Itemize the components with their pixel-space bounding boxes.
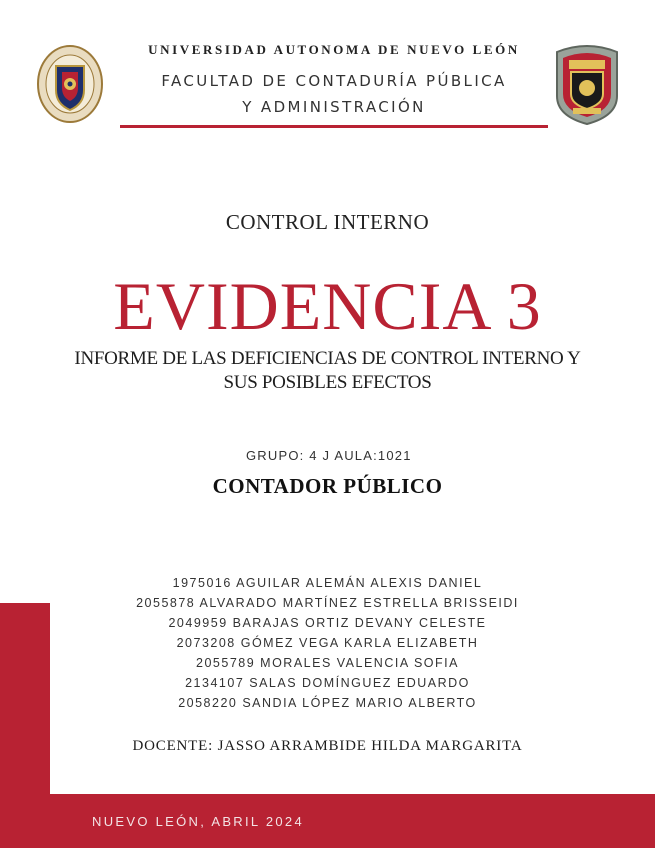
list-item: 2134107 SALAS DOMÍNGUEZ EDUARDO bbox=[185, 676, 470, 690]
list-item: 2049959 BARAJAS ORTIZ DEVANY CELESTE bbox=[168, 616, 487, 630]
footer-location-date: NUEVO LEÓN, ABRIL 2024 bbox=[92, 814, 304, 829]
report-title-line-1: INFORME DE LAS DEFICIENCIAS DE CONTROL INTERNO Y bbox=[74, 348, 581, 369]
document-title: EVIDENCIA 3 bbox=[113, 268, 542, 344]
list-item: 2058220 SANDIA LÓPEZ MARIO ALBERTO bbox=[178, 696, 477, 710]
university-name: UNIVERSIDAD AUTONOMA DE NUEVO LEÓN bbox=[148, 42, 520, 57]
subject-title: CONTROL INTERNO bbox=[225, 210, 430, 234]
faculty-line-1: FACULTAD DE CONTADURÍA PÚBLICA bbox=[161, 72, 507, 90]
career-title: CONTADOR PÚBLICO bbox=[212, 474, 443, 498]
group-info: GRUPO: 4 J AULA:1021 bbox=[246, 448, 412, 463]
teacher-name: DOCENTE: JASSO ARRAMBIDE HILDA MARGARITA bbox=[132, 738, 523, 754]
report-title-line-2: SUS POSIBLES EFECTOS bbox=[223, 372, 432, 393]
fcpya-shield-icon bbox=[553, 42, 621, 126]
report-title bbox=[40, 347, 615, 395]
faculty-line-2: Y ADMINISTRACIÓN bbox=[242, 98, 426, 116]
list-item: 2055789 MORALES VALENCIA SOFIA bbox=[196, 656, 459, 670]
list-item: 2073208 GÓMEZ VEGA KARLA ELIZABETH bbox=[176, 636, 479, 650]
faculty-name bbox=[118, 68, 550, 120]
uanl-seal-icon bbox=[36, 42, 104, 126]
list-item: 2055878 ALVARADO MARTÍNEZ ESTRELLA BRISSEIDI bbox=[136, 596, 519, 610]
header-divider bbox=[120, 125, 548, 128]
student-list bbox=[0, 573, 655, 713]
list-item: 1975016 AGUILAR ALEMÁN ALEXIS DANIEL bbox=[172, 576, 483, 590]
